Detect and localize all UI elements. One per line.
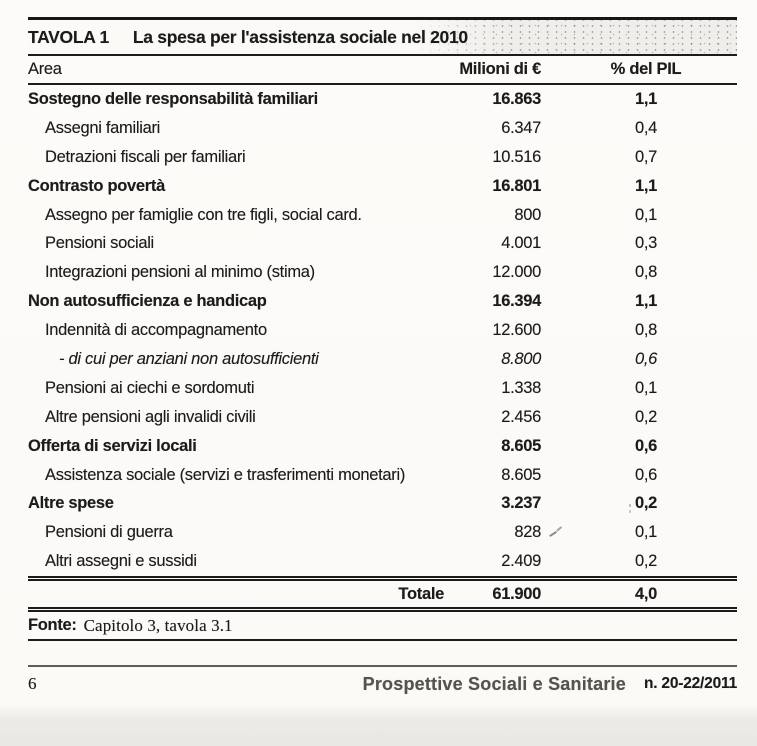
row-area: Sostegno delle responsabilità familiari: [28, 89, 318, 108]
row-pil: 0,1: [634, 205, 658, 224]
row-area: Assegno per famiglie con tre figli, social card.: [45, 205, 362, 224]
row-pil: 1,1: [634, 89, 658, 108]
issue-number: n. 20-22/2011: [643, 675, 737, 693]
row-pil: 0,1: [634, 378, 658, 397]
row-milioni: 12.000: [492, 263, 541, 282]
row-area: Offerta di servizi locali: [28, 436, 197, 455]
row-area: Integrazioni pensioni al minimo (stima): [45, 263, 315, 282]
row-milioni: 12.600: [492, 321, 541, 340]
row-pil: 0,4: [634, 118, 658, 137]
table-row: [28, 403, 737, 432]
row-area: Altri assegni e sussidi: [45, 552, 197, 571]
row-area: Contrasto povertà: [28, 176, 166, 195]
table-row: [28, 85, 737, 114]
row-pil: 1,1: [634, 176, 658, 195]
table-row: [28, 518, 737, 547]
table-row: [28, 201, 737, 230]
total-pil: 4,0: [634, 584, 658, 603]
page-number: 6: [28, 674, 37, 694]
source-note: [28, 612, 737, 639]
row-milioni: 6.347: [501, 118, 541, 137]
journal-name: Prospettive Sociali e Sanitarie: [362, 673, 626, 694]
row-area: Assistenza sociale (servizi e trasferimenti monetari): [45, 465, 406, 484]
source-bottom-rule: [28, 639, 737, 641]
row-area: Detrazioni fiscali per familiari: [45, 147, 246, 166]
row-pil: 0,6: [634, 465, 658, 484]
table-header-row: [28, 56, 737, 83]
row-area: Pensioni sociali: [45, 234, 154, 253]
row-milioni: 800: [514, 205, 541, 224]
table-row: [28, 461, 737, 490]
row-area: Pensioni di guerra: [45, 523, 173, 542]
row-milioni: 16.394: [492, 292, 541, 311]
table-row: [28, 345, 737, 374]
row-pil: 0,1: [634, 523, 658, 542]
row-pil: 0,8: [634, 263, 658, 282]
row-area: - di cui per anziani non autosufficienti: [59, 349, 319, 368]
table-row: [28, 114, 737, 143]
row-area: Altre spese: [28, 494, 114, 513]
row-pil: 0,3: [634, 234, 658, 253]
source-text: Capitolo 3, tavola 3.1: [83, 615, 233, 635]
row-area: Altre pensioni agli invalidi civili: [45, 407, 256, 426]
row-milioni: 828: [514, 523, 541, 542]
row-pil: 0,6: [634, 436, 658, 455]
column-header-pil: % del PIL: [610, 60, 682, 78]
row-pil: 0,2: [634, 552, 658, 571]
row-pil: 0,8: [634, 321, 658, 340]
row-milioni: 2.409: [501, 552, 541, 571]
row-milioni: 4.001: [501, 234, 541, 253]
row-pil: 0,2: [634, 407, 658, 426]
table-row: [28, 316, 737, 345]
row-area: Indennità di accompagnamento: [45, 321, 267, 340]
scan-artifact: [629, 504, 631, 507]
table-row: [28, 229, 737, 258]
table-title-band: [28, 20, 737, 54]
row-milioni: 3.237: [501, 494, 541, 513]
table-row: [28, 172, 737, 201]
row-milioni: 10.516: [492, 147, 541, 166]
row-pil: 0,6: [634, 349, 658, 368]
row-milioni: 8.605: [501, 465, 541, 484]
column-header-area: Area: [28, 60, 62, 78]
row-milioni: 8.605: [501, 436, 541, 455]
row-milioni: 8.800: [501, 349, 541, 368]
source-label: Fonte:: [28, 616, 77, 635]
table-row: [28, 258, 737, 287]
row-area: Pensioni ai ciechi e sordomuti: [45, 378, 255, 397]
table-tag: TAVOLA 1: [28, 26, 109, 47]
table-row: [28, 547, 737, 576]
table-row: [28, 432, 737, 461]
table-row: [28, 143, 737, 172]
footer-row: [28, 667, 737, 701]
total-milioni: 61.900: [492, 584, 541, 603]
row-milioni: 1.338: [501, 378, 541, 397]
table-title: La spesa per l'assistenza sociale nel 2010: [132, 26, 468, 47]
page-footer: [28, 665, 737, 701]
table-row: [28, 287, 737, 316]
row-milioni: 16.863: [492, 89, 541, 108]
row-pil: 1,1: [634, 292, 658, 311]
row-milioni: 16.801: [492, 176, 541, 195]
row-milioni: 2.456: [501, 407, 541, 426]
row-area: Assegni familiari: [45, 118, 161, 137]
total-row: [28, 581, 737, 607]
column-header-milioni: Milioni di €: [459, 60, 541, 78]
table-rows: [28, 85, 737, 576]
total-label: Totale: [398, 584, 444, 603]
row-area: Non autosufficienza e handicap: [28, 292, 267, 311]
row-pil: 0,2: [634, 494, 658, 513]
scan-artifact: [629, 510, 631, 513]
table-row: [28, 374, 737, 403]
row-pil: 0,7: [634, 147, 658, 166]
